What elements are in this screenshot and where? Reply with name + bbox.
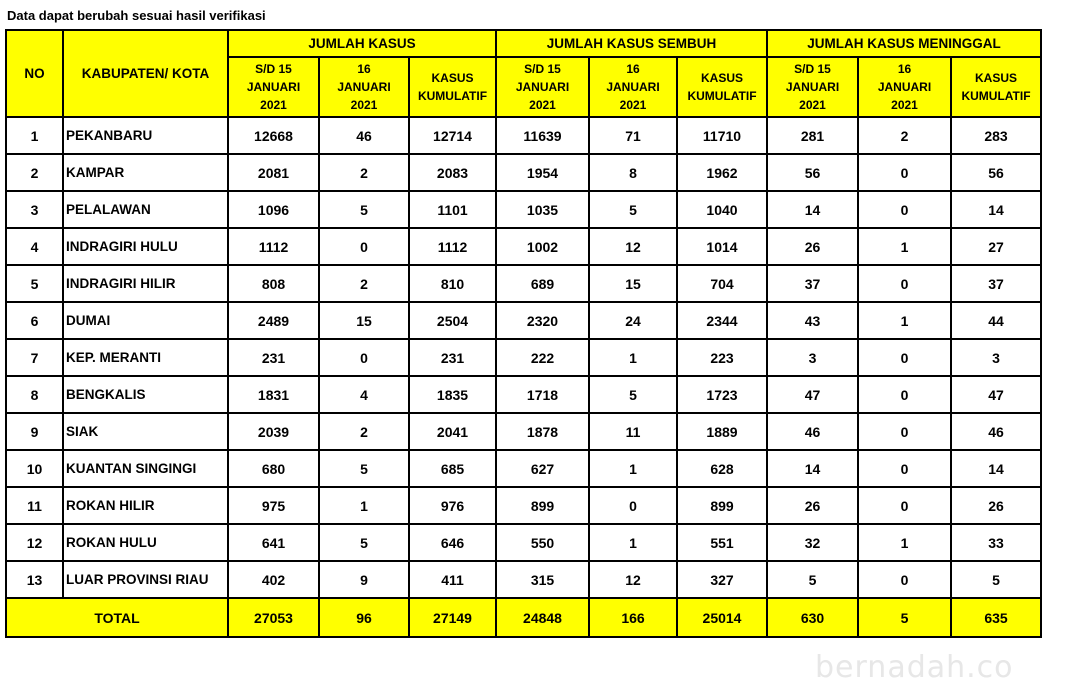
subheader-cases-cumulative bbox=[409, 57, 496, 117]
cell-cases-cumulative: 231 bbox=[409, 339, 496, 376]
cell-cases-cumulative: 810 bbox=[409, 265, 496, 302]
cell-cases-cumulative: 411 bbox=[409, 561, 496, 598]
region-name: DUMAI bbox=[63, 302, 228, 339]
row-number: 5 bbox=[6, 265, 63, 302]
cell-deaths-cumulative: 56 bbox=[951, 154, 1041, 191]
header-jumlah-kasus: JUMLAH KASUS bbox=[228, 30, 496, 57]
total-cases-cumulative: 27149 bbox=[409, 598, 496, 637]
cell-cases-on-16-jan: 5 bbox=[319, 191, 409, 228]
cell-recovered-until-15-jan: 550 bbox=[496, 524, 589, 561]
cell-recovered-until-15-jan: 1035 bbox=[496, 191, 589, 228]
cell-cases-until-15-jan: 2039 bbox=[228, 413, 319, 450]
cell-deaths-until-15-jan: 56 bbox=[767, 154, 858, 191]
row-number: 11 bbox=[6, 487, 63, 524]
cell-recovered-until-15-jan: 315 bbox=[496, 561, 589, 598]
cell-recovered-cumulative: 11710 bbox=[677, 117, 767, 154]
table-row bbox=[6, 524, 1041, 561]
total-deaths-cumulative: 635 bbox=[951, 598, 1041, 637]
cell-deaths-on-16-jan: 0 bbox=[858, 339, 951, 376]
cell-cases-on-16-jan: 5 bbox=[319, 450, 409, 487]
cell-cases-until-15-jan: 1096 bbox=[228, 191, 319, 228]
total-recovered-until-15-jan: 24848 bbox=[496, 598, 589, 637]
table-row bbox=[6, 191, 1041, 228]
cell-recovered-cumulative: 1889 bbox=[677, 413, 767, 450]
subheader-line: S/D 15 bbox=[794, 62, 831, 76]
cell-deaths-on-16-jan: 0 bbox=[858, 487, 951, 524]
cell-recovered-on-16-jan: 1 bbox=[589, 339, 677, 376]
region-name: KAMPAR bbox=[63, 154, 228, 191]
subheader-recovered-cumulative bbox=[677, 57, 767, 117]
table-row bbox=[6, 302, 1041, 339]
cell-recovered-on-16-jan: 15 bbox=[589, 265, 677, 302]
subheader-cases-until-15-jan bbox=[228, 57, 319, 117]
cell-recovered-on-16-jan: 71 bbox=[589, 117, 677, 154]
subheader-line: 2021 bbox=[799, 98, 826, 112]
cell-deaths-cumulative: 47 bbox=[951, 376, 1041, 413]
cell-cases-until-15-jan: 641 bbox=[228, 524, 319, 561]
row-number: 13 bbox=[6, 561, 63, 598]
subheader-line: KUMULATIF bbox=[961, 89, 1031, 103]
cell-recovered-on-16-jan: 11 bbox=[589, 413, 677, 450]
cell-recovered-on-16-jan: 5 bbox=[589, 191, 677, 228]
subheader-recovered-on-16-jan bbox=[589, 57, 677, 117]
table-body bbox=[6, 117, 1041, 598]
cell-recovered-on-16-jan: 1 bbox=[589, 524, 677, 561]
subheader-line: JANUARI bbox=[785, 80, 840, 94]
cell-cases-until-15-jan: 402 bbox=[228, 561, 319, 598]
cell-cases-on-16-jan: 2 bbox=[319, 413, 409, 450]
cell-recovered-until-15-jan: 1718 bbox=[496, 376, 589, 413]
table-row bbox=[6, 450, 1041, 487]
cell-deaths-cumulative: 3 bbox=[951, 339, 1041, 376]
cell-cases-on-16-jan: 0 bbox=[319, 339, 409, 376]
cell-deaths-cumulative: 5 bbox=[951, 561, 1041, 598]
header-kabupaten-kota: KABUPATEN/ KOTA bbox=[63, 30, 228, 117]
table-row bbox=[6, 154, 1041, 191]
cell-recovered-on-16-jan: 1 bbox=[589, 450, 677, 487]
subheader-deaths-until-15-jan bbox=[767, 57, 858, 117]
cell-cases-cumulative: 646 bbox=[409, 524, 496, 561]
cell-cases-on-16-jan: 4 bbox=[319, 376, 409, 413]
cell-deaths-cumulative: 44 bbox=[951, 302, 1041, 339]
cell-deaths-until-15-jan: 281 bbox=[767, 117, 858, 154]
subheader-deaths-cumulative bbox=[951, 57, 1041, 117]
cell-cases-on-16-jan: 9 bbox=[319, 561, 409, 598]
cell-recovered-on-16-jan: 12 bbox=[589, 561, 677, 598]
cell-cases-until-15-jan: 1112 bbox=[228, 228, 319, 265]
cell-recovered-until-15-jan: 899 bbox=[496, 487, 589, 524]
header-jumlah-kasus-sembuh: JUMLAH KASUS SEMBUH bbox=[496, 30, 767, 57]
region-name: PELALAWAN bbox=[63, 191, 228, 228]
cell-cases-until-15-jan: 12668 bbox=[228, 117, 319, 154]
region-name: ROKAN HILIR bbox=[63, 487, 228, 524]
cell-cases-until-15-jan: 808 bbox=[228, 265, 319, 302]
covid-cases-table bbox=[5, 29, 1042, 638]
subheader-line: JANUARI bbox=[877, 80, 932, 94]
region-name: KEP. MERANTI bbox=[63, 339, 228, 376]
total-deaths-until-15-jan: 630 bbox=[767, 598, 858, 637]
header-group-row bbox=[6, 30, 1041, 57]
cell-deaths-on-16-jan: 1 bbox=[858, 302, 951, 339]
cell-cases-cumulative: 2504 bbox=[409, 302, 496, 339]
cell-recovered-cumulative: 704 bbox=[677, 265, 767, 302]
cell-deaths-until-15-jan: 14 bbox=[767, 450, 858, 487]
row-number: 1 bbox=[6, 117, 63, 154]
cell-cases-on-16-jan: 5 bbox=[319, 524, 409, 561]
cell-cases-on-16-jan: 2 bbox=[319, 265, 409, 302]
cell-recovered-cumulative: 327 bbox=[677, 561, 767, 598]
cell-recovered-cumulative: 1014 bbox=[677, 228, 767, 265]
cell-deaths-until-15-jan: 26 bbox=[767, 487, 858, 524]
table-row bbox=[6, 413, 1041, 450]
subheader-recovered-until-15-jan bbox=[496, 57, 589, 117]
cell-recovered-on-16-jan: 0 bbox=[589, 487, 677, 524]
cell-deaths-on-16-jan: 0 bbox=[858, 450, 951, 487]
data-note: Data dapat berubah sesuai hasil verifikasi bbox=[7, 8, 266, 23]
cell-recovered-until-15-jan: 689 bbox=[496, 265, 589, 302]
region-name: INDRAGIRI HILIR bbox=[63, 265, 228, 302]
header-no: NO bbox=[6, 30, 63, 117]
cell-recovered-until-15-jan: 2320 bbox=[496, 302, 589, 339]
subheader-line: 2021 bbox=[350, 98, 378, 112]
cell-deaths-until-15-jan: 3 bbox=[767, 339, 858, 376]
cell-deaths-on-16-jan: 0 bbox=[858, 561, 951, 598]
cell-deaths-until-15-jan: 5 bbox=[767, 561, 858, 598]
subheader-line: KUMULATIF bbox=[687, 89, 757, 103]
subheader-line: S/D 15 bbox=[255, 62, 292, 76]
cell-deaths-on-16-jan: 0 bbox=[858, 191, 951, 228]
cell-cases-until-15-jan: 975 bbox=[228, 487, 319, 524]
table-row bbox=[6, 487, 1041, 524]
subheader-line: 16 bbox=[897, 62, 912, 76]
cell-cases-cumulative: 12714 bbox=[409, 117, 496, 154]
cell-recovered-on-16-jan: 8 bbox=[589, 154, 677, 191]
cell-deaths-until-15-jan: 14 bbox=[767, 191, 858, 228]
row-number: 9 bbox=[6, 413, 63, 450]
total-label: TOTAL bbox=[6, 598, 228, 637]
cell-deaths-cumulative: 14 bbox=[951, 191, 1041, 228]
table-row bbox=[6, 265, 1041, 302]
cell-deaths-cumulative: 46 bbox=[951, 413, 1041, 450]
cell-deaths-cumulative: 14 bbox=[951, 450, 1041, 487]
subheader-line: 2021 bbox=[260, 98, 287, 112]
cell-deaths-cumulative: 283 bbox=[951, 117, 1041, 154]
cell-cases-on-16-jan: 15 bbox=[319, 302, 409, 339]
cell-cases-on-16-jan: 46 bbox=[319, 117, 409, 154]
cell-cases-until-15-jan: 2081 bbox=[228, 154, 319, 191]
subheader-line: 16 bbox=[626, 62, 640, 76]
cell-cases-until-15-jan: 231 bbox=[228, 339, 319, 376]
cell-cases-on-16-jan: 1 bbox=[319, 487, 409, 524]
subheader-deaths-on-16-jan bbox=[858, 57, 951, 117]
subheader-line: JANUARI bbox=[515, 80, 570, 94]
region-name: KUANTAN SINGINGI bbox=[63, 450, 228, 487]
cell-recovered-cumulative: 628 bbox=[677, 450, 767, 487]
row-number: 6 bbox=[6, 302, 63, 339]
cell-recovered-until-15-jan: 1002 bbox=[496, 228, 589, 265]
cell-deaths-until-15-jan: 43 bbox=[767, 302, 858, 339]
table-row bbox=[6, 117, 1041, 154]
subheader-line: 2021 bbox=[619, 98, 647, 112]
cell-recovered-until-15-jan: 627 bbox=[496, 450, 589, 487]
subheader-line: KASUS bbox=[431, 71, 474, 85]
cell-recovered-cumulative: 2344 bbox=[677, 302, 767, 339]
cell-recovered-cumulative: 1723 bbox=[677, 376, 767, 413]
watermark: bernadah.co bbox=[815, 650, 1014, 685]
region-name: PEKANBARU bbox=[63, 117, 228, 154]
table-row bbox=[6, 561, 1041, 598]
total-recovered-on-16-jan: 166 bbox=[589, 598, 677, 637]
row-number: 3 bbox=[6, 191, 63, 228]
row-number: 2 bbox=[6, 154, 63, 191]
cell-cases-until-15-jan: 2489 bbox=[228, 302, 319, 339]
cell-deaths-until-15-jan: 37 bbox=[767, 265, 858, 302]
cell-deaths-until-15-jan: 47 bbox=[767, 376, 858, 413]
region-name: INDRAGIRI HULU bbox=[63, 228, 228, 265]
cell-cases-cumulative: 976 bbox=[409, 487, 496, 524]
cell-cases-cumulative: 685 bbox=[409, 450, 496, 487]
cell-recovered-until-15-jan: 1954 bbox=[496, 154, 589, 191]
total-cases-until-15-jan: 27053 bbox=[228, 598, 319, 637]
cell-cases-until-15-jan: 680 bbox=[228, 450, 319, 487]
cell-cases-cumulative: 1835 bbox=[409, 376, 496, 413]
cell-deaths-until-15-jan: 46 bbox=[767, 413, 858, 450]
cell-deaths-cumulative: 37 bbox=[951, 265, 1041, 302]
cell-cases-cumulative: 2083 bbox=[409, 154, 496, 191]
cell-recovered-on-16-jan: 5 bbox=[589, 376, 677, 413]
cell-recovered-until-15-jan: 222 bbox=[496, 339, 589, 376]
cell-deaths-on-16-jan: 1 bbox=[858, 228, 951, 265]
cell-recovered-cumulative: 899 bbox=[677, 487, 767, 524]
region-name: LUAR PROVINSI RIAU bbox=[63, 561, 228, 598]
row-number: 12 bbox=[6, 524, 63, 561]
header-jumlah-kasus-meninggal: JUMLAH KASUS MENINGGAL bbox=[767, 30, 1041, 57]
total-deaths-on-16-jan: 5 bbox=[858, 598, 951, 637]
subheader-cases-on-16-jan bbox=[319, 57, 409, 117]
cell-recovered-on-16-jan: 12 bbox=[589, 228, 677, 265]
subheader-line: 16 bbox=[357, 62, 371, 76]
subheader-line: KASUS bbox=[700, 71, 743, 85]
subheader-line: KUMULATIF bbox=[417, 89, 488, 103]
cell-deaths-cumulative: 27 bbox=[951, 228, 1041, 265]
total-row bbox=[6, 598, 1041, 637]
subheader-line: KASUS bbox=[974, 71, 1017, 85]
subheader-line: JANUARI bbox=[337, 80, 391, 94]
total-recovered-cumulative: 25014 bbox=[677, 598, 767, 637]
subheader-line: JANUARI bbox=[246, 80, 301, 94]
cell-deaths-until-15-jan: 26 bbox=[767, 228, 858, 265]
cell-recovered-until-15-jan: 1878 bbox=[496, 413, 589, 450]
subheader-line: JANUARI bbox=[606, 80, 660, 94]
table-row bbox=[6, 339, 1041, 376]
subheader-line: S/D 15 bbox=[524, 62, 561, 76]
cell-deaths-on-16-jan: 0 bbox=[858, 413, 951, 450]
cell-deaths-on-16-jan: 0 bbox=[858, 154, 951, 191]
cell-recovered-until-15-jan: 11639 bbox=[496, 117, 589, 154]
cell-recovered-cumulative: 551 bbox=[677, 524, 767, 561]
cell-deaths-until-15-jan: 32 bbox=[767, 524, 858, 561]
cell-recovered-cumulative: 1040 bbox=[677, 191, 767, 228]
cell-deaths-cumulative: 26 bbox=[951, 487, 1041, 524]
cell-cases-cumulative: 1112 bbox=[409, 228, 496, 265]
subheader-line: 2021 bbox=[529, 98, 556, 112]
cell-recovered-on-16-jan: 24 bbox=[589, 302, 677, 339]
row-number: 8 bbox=[6, 376, 63, 413]
region-name: ROKAN HULU bbox=[63, 524, 228, 561]
row-number: 10 bbox=[6, 450, 63, 487]
cell-cases-on-16-jan: 2 bbox=[319, 154, 409, 191]
table-row bbox=[6, 228, 1041, 265]
cell-deaths-cumulative: 33 bbox=[951, 524, 1041, 561]
table-row bbox=[6, 376, 1041, 413]
cell-cases-on-16-jan: 0 bbox=[319, 228, 409, 265]
row-number: 7 bbox=[6, 339, 63, 376]
cell-cases-until-15-jan: 1831 bbox=[228, 376, 319, 413]
cell-deaths-on-16-jan: 1 bbox=[858, 524, 951, 561]
region-name: BENGKALIS bbox=[63, 376, 228, 413]
cell-cases-cumulative: 1101 bbox=[409, 191, 496, 228]
cell-cases-cumulative: 2041 bbox=[409, 413, 496, 450]
region-name: SIAK bbox=[63, 413, 228, 450]
cell-recovered-cumulative: 223 bbox=[677, 339, 767, 376]
cell-recovered-cumulative: 1962 bbox=[677, 154, 767, 191]
cell-deaths-on-16-jan: 2 bbox=[858, 117, 951, 154]
cell-deaths-on-16-jan: 0 bbox=[858, 265, 951, 302]
row-number: 4 bbox=[6, 228, 63, 265]
cell-deaths-on-16-jan: 0 bbox=[858, 376, 951, 413]
subheader-line: 2021 bbox=[891, 98, 918, 112]
total-cases-on-16-jan: 96 bbox=[319, 598, 409, 637]
